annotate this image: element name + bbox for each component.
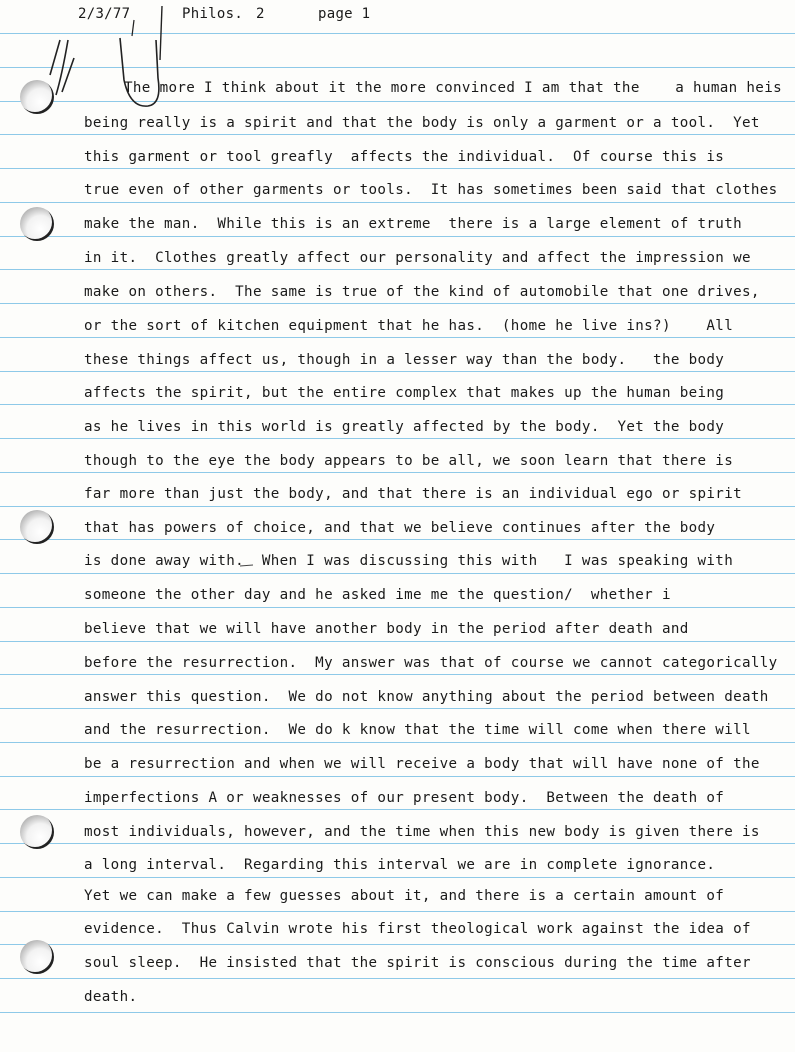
header-page: page 1 bbox=[318, 6, 371, 22]
text-line: being really is a spirit and that the body is only a garment or a tool. Yet bbox=[84, 115, 760, 131]
text-line: in it. Clothes greatly affect our personality and affect the impression we bbox=[84, 250, 751, 266]
text-line: make the man. While this is an extreme there is a large element of truth bbox=[84, 216, 742, 232]
text-line: or the sort of kitchen equipment that he has. (home he live ins?) All bbox=[84, 318, 734, 334]
text-line: though to the eye the body appears to be all, we soon learn that there is bbox=[84, 453, 734, 469]
text-line: make on others. The same is true of the kind of automobile that one drives, bbox=[84, 284, 760, 300]
text-line: The more I think about it the more convinced I am that the a human heis bbox=[124, 80, 782, 96]
text-line: far more than just the body, and that there is an individual ego or spirit bbox=[84, 486, 742, 502]
text-line: soul sleep. He insisted that the spirit is conscious during the time after bbox=[84, 955, 751, 971]
text-line: evidence. Thus Calvin wrote his first theological work against the idea of bbox=[84, 921, 751, 937]
text-line: imperfections A or weaknesses of our present body. Between the death of bbox=[84, 790, 725, 806]
text-line: and the resurrection. We do k know that the time will come when there will bbox=[84, 722, 751, 738]
text-line: answer this question. We do not know anything about the period between death bbox=[84, 689, 769, 705]
text-line: true even of other garments or tools. It has sometimes been said that clothes bbox=[84, 182, 778, 198]
text-line: believe that we will have another body in the period after death and bbox=[84, 621, 689, 637]
text-line: as he lives in this world is greatly affected by the body. Yet the body bbox=[84, 419, 725, 435]
text-line: this garment or tool greafly affects the individual. Of course this is bbox=[84, 149, 725, 165]
text-line: these things affect us, though in a lesser way than the body. the body bbox=[84, 352, 725, 368]
text-line: someone the other day and he asked ime me the question/ whether i bbox=[84, 587, 671, 603]
text-line: a long interval. Regarding this interval we are in complete ignorance. bbox=[84, 857, 716, 873]
text-line: be a resurrection and when we will receive a body that will have none of the bbox=[84, 756, 760, 772]
text-line: Yet we can make a few guesses about it, and there is a certain amount of bbox=[84, 888, 725, 904]
text-line: is done away with. When I was discussing this with I was speaking with bbox=[84, 553, 734, 569]
header-date: 2/3/77 bbox=[78, 6, 131, 22]
header-number: 2 bbox=[256, 6, 265, 22]
text-line: most individuals, however, and the time when this new body is given there is bbox=[84, 824, 760, 840]
text-line: before the resurrection. My answer was that of course we cannot categorically bbox=[84, 655, 778, 671]
text-line: that has powers of choice, and that we believe continues after the body bbox=[84, 520, 716, 536]
text-line: affects the spirit, but the entire complex that makes up the human being bbox=[84, 385, 725, 401]
header-title: Philos. bbox=[182, 6, 244, 22]
text-line: death. bbox=[84, 989, 138, 1005]
